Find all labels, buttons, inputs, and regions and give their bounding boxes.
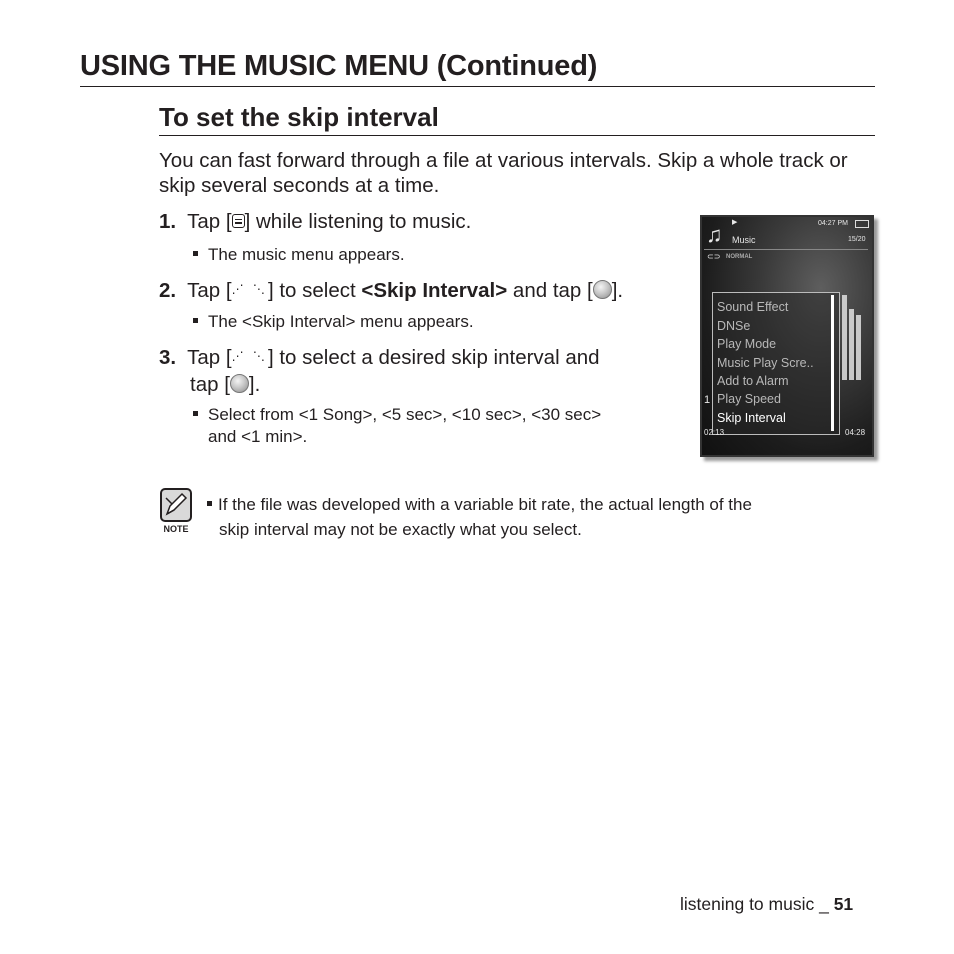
play-indicator-icon: ▶ <box>732 219 738 226</box>
menu-item[interactable]: Sound Effect <box>717 300 789 314</box>
step-text: ] while listening to music. <box>244 210 472 233</box>
play-mode-label: NORMAL <box>726 254 753 260</box>
section-title: To set the skip interval <box>159 102 439 132</box>
eq-bar <box>856 315 861 380</box>
battery-icon <box>855 220 869 228</box>
music-note-icon: ♫ <box>706 222 723 247</box>
step-text: ]. <box>611 279 624 302</box>
note-pencil-icon <box>160 488 192 522</box>
up-down-arrows-icon: ⋰ ⋱ <box>231 349 268 364</box>
menu-item[interactable]: Play Mode <box>717 337 777 351</box>
page-footer <box>680 894 853 915</box>
step-2 <box>159 277 623 305</box>
intro-paragraph: You can fast forward through a file at various intervals. Skip a whole track or skip several seconds at a time. <box>159 149 848 197</box>
total-time: 04:28 <box>845 428 866 437</box>
step-text: and tap [ <box>507 279 593 302</box>
track-count: 15/20 <box>848 236 866 243</box>
note-line-1: If the file was developed with a variable bit rate, the actual length of the <box>218 495 752 514</box>
step-3-line-2 <box>190 371 260 398</box>
note-line-2: skip interval may not be exactly what you select. <box>219 520 582 539</box>
menu-item[interactable]: Add to Alarm <box>717 374 789 388</box>
note-text <box>207 492 847 542</box>
step-2-bullet <box>193 311 474 333</box>
bullet-text: Select from <1 Song>, <5 sec>, <10 sec>, <30 sec> <box>208 405 602 424</box>
step-1 <box>159 208 471 235</box>
step-3-bullet <box>193 404 601 426</box>
bullet-square-icon <box>193 318 198 323</box>
page-number: 51 <box>833 894 854 914</box>
step-text: Tap [ <box>187 346 232 369</box>
bullet-square-icon <box>193 251 198 256</box>
note-label: NOTE <box>163 524 189 534</box>
bullet-text: The <Skip Interval> menu appears. <box>208 312 474 331</box>
elapsed-time: 02:13 <box>704 428 725 437</box>
title-rule <box>80 86 875 87</box>
bullet-text: The music menu appears. <box>208 245 405 264</box>
select-button-icon <box>593 280 612 299</box>
step-text: Tap [ <box>187 210 232 233</box>
step-text: tap [ <box>190 373 230 396</box>
step-text: ] to select a desired skip interval and <box>267 346 600 369</box>
device-divider <box>704 249 868 250</box>
section-rule <box>159 135 875 136</box>
footer-section: listening to music _ <box>680 894 834 914</box>
device-screenshot <box>700 215 874 457</box>
step-number: 2. <box>159 279 177 302</box>
eq-bar <box>849 309 854 380</box>
menu-item-selected[interactable]: Skip Interval <box>717 411 786 425</box>
eq-bar <box>842 295 847 380</box>
menu-icon <box>232 214 245 228</box>
menu-item[interactable]: Music Play Scre.. <box>717 356 814 370</box>
step-3-bullet-cont: and <1 min>. <box>208 427 308 446</box>
pencil-icon <box>162 490 190 520</box>
select-button-icon <box>230 374 249 393</box>
bullet-square-icon <box>207 501 212 506</box>
bullet-square-icon <box>193 411 198 416</box>
step-text: ] to select <box>267 279 362 302</box>
step-number: 1. <box>159 210 177 233</box>
device-clock: 04:27 PM <box>818 220 848 227</box>
menu-item[interactable]: DNSe <box>717 319 751 333</box>
menu-item[interactable]: Play Speed <box>717 392 781 406</box>
device-app-label: Music <box>732 235 756 245</box>
step-text: ]. <box>248 373 261 396</box>
step-text: Tap [ <box>187 279 232 302</box>
skip-interval-label: <Skip Interval> <box>361 279 508 302</box>
step-1-bullet <box>193 244 405 266</box>
step-number: 3. <box>159 346 177 369</box>
menu-scrollbar[interactable] <box>831 295 834 431</box>
up-down-arrows-icon: ⋰ ⋱ <box>231 282 268 297</box>
partial-digit: 1 <box>704 394 711 406</box>
device-menu <box>712 292 840 435</box>
step-3 <box>159 344 600 372</box>
repeat-icon: ⊂⊃ <box>707 252 721 261</box>
page-title: USING THE MUSIC MENU (Continued) <box>80 50 598 82</box>
